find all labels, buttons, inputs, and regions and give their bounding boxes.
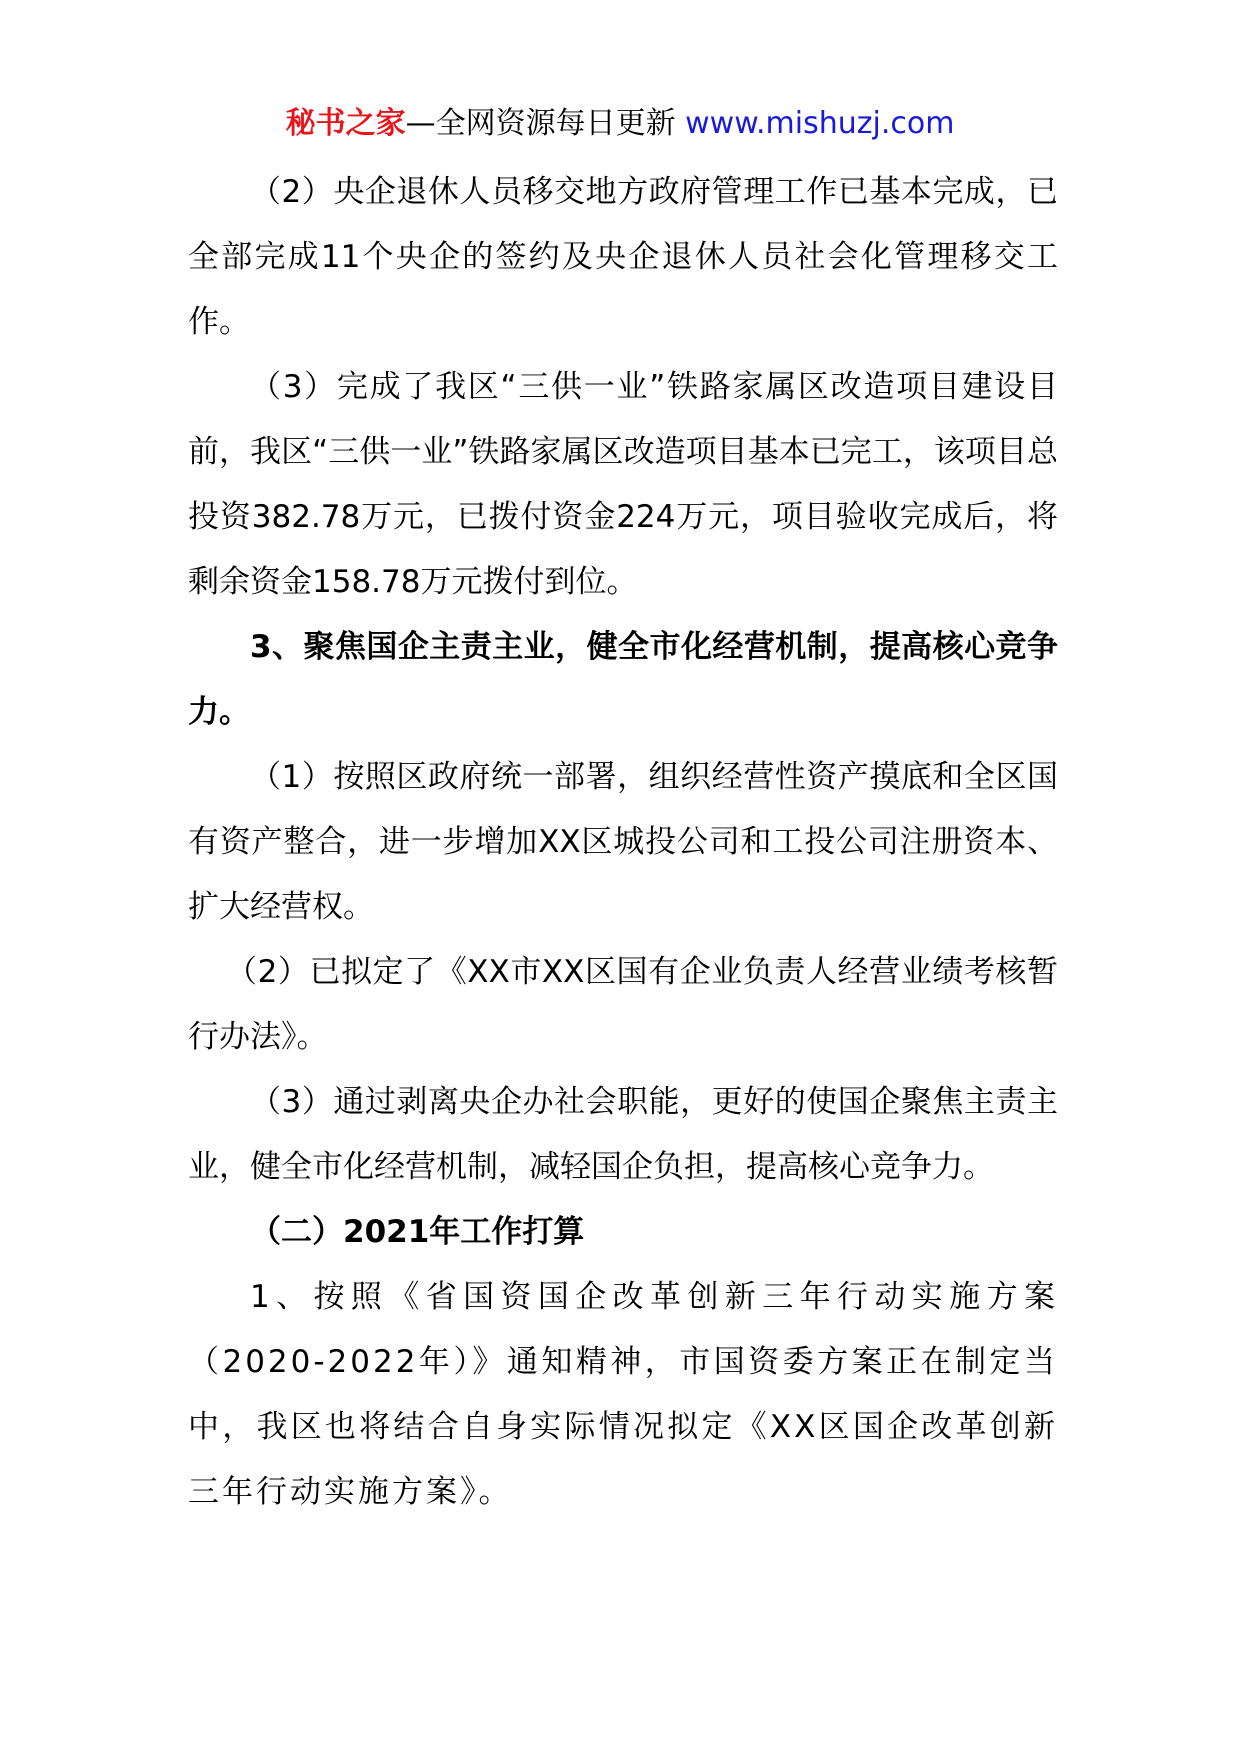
page-header [0,100,1240,148]
paragraph-assessment-measures: （2）已拟定了《XX市XX区国有企业负责人经营业绩考核暂行办法》。 [188,954,1058,1055]
paragraph-railway-renovation: （3）完成了我区“三供一业”铁路家属区改造项目建设目前，我区“三供一业”铁路家属区改造项目基本已完工，该项目总投资382.78万元，已拨付资金224万元，项目验收完成后，将剩余资金158.78万元拨付到位。 [188,369,1058,600]
header-brand: 秘书之家 [285,106,406,141]
document-body [188,160,1058,1525]
paragraph-retiree-transfer: （2）央企退休人员移交地方政府管理工作已基本完成，已全部完成11个央企的签约及央企退休人员社会化管理移交工作。 [188,174,1058,340]
paragraph-asset-integration: （1）按照区政府统一部署，组织经营性资产摸底和全区国有资产整合，进一步增加XX区城投公司和工投公司注册资本、扩大经营权。 [188,759,1058,925]
header-url: www.mishuzj.com [685,106,955,141]
paragraph-three-year-plan: 1、按照《省国资国企改革创新三年行动实施方案（2020-2022年）》通知精神，市国资委方案正在制定当中，我区也将结合自身实际情况拟定《XX区国企改革创新三年行动实施方案》。 [188,1279,1058,1510]
section-heading-core-business: 3、聚焦国企主责主业，健全市化经营机制，提高核心竞争力。 [188,629,1058,730]
section-heading-2021-plan: （二）2021年工作打算 [250,1214,585,1250]
paragraph-divest-social-functions: （3）通过剥离央企办社会职能，更好的使国企聚焦主责主业，健全市化经营机制，减轻国企负担，提高核心竞争力。 [188,1084,1058,1185]
header-tagline: —全网资源每日更新 [405,106,676,141]
